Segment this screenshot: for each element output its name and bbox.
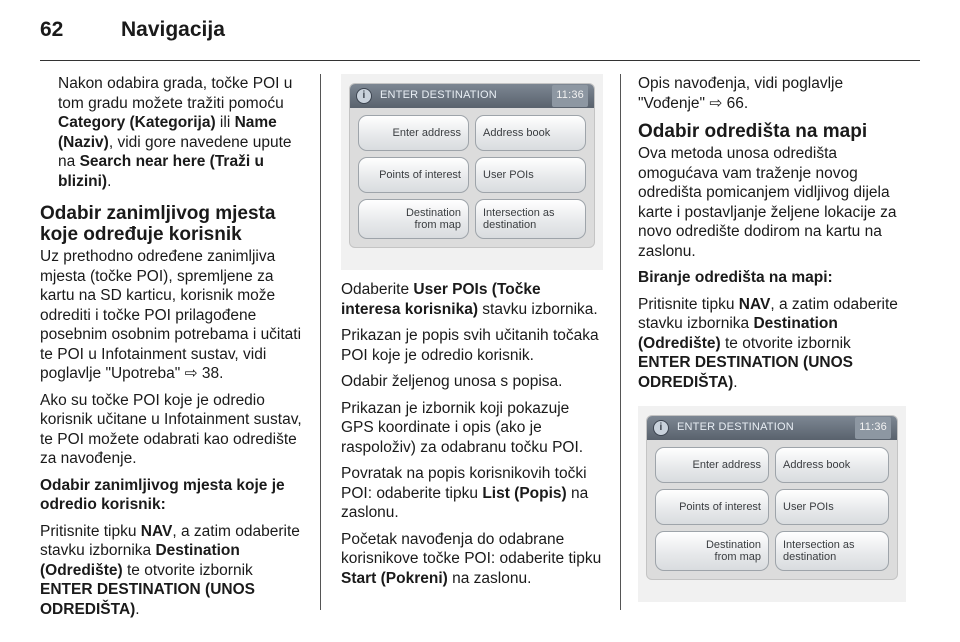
- subheading-map-destination: Biranje odredišta na mapi:: [638, 269, 833, 286]
- screen-title-2: ENTER DESTINATION: [677, 421, 794, 434]
- points-of-interest-button[interactable]: Points of interest: [358, 157, 469, 193]
- screen-image-1: [341, 74, 603, 270]
- intro-paragraph: Nakon odabira grada, točke POI u tom gradu možete tražiti pomoću Category (Kategorija) ili Name (Naziv), vidi gore navedene upute na Search near here (Traži u blizini).: [58, 75, 293, 190]
- screen-clock-2: 11:36: [855, 417, 891, 439]
- screen-title: ENTER DESTINATION: [380, 89, 497, 102]
- column-3: [638, 74, 906, 602]
- enter-destination-screen: [349, 83, 595, 248]
- screen-button-grid-2: [647, 440, 897, 579]
- page-number: 62: [40, 18, 64, 41]
- paragraph-loaded-poi: Ako su točke POI koje je odredio korisnik učitane u Infotainment sustav, te POI možete odabrati kao odredište za navođenje.: [40, 391, 302, 467]
- destination-from-map-button-2[interactable]: Destination from map: [655, 531, 769, 571]
- section-heading-map-destination: Odabir odredišta na mapi: [638, 121, 868, 142]
- paragraph-map-method: Ova metoda unosa odredišta omogućava vam traženje novog odredišta pomicanjem vidljivog dijela karte i postavljanje željene lokacije za novo odredište dodirom na kartu na zaslonu.: [638, 145, 897, 260]
- paragraph-select-entry: Odabir željenog unosa s popisa.: [341, 373, 563, 390]
- intersection-as-destination-button[interactable]: Intersection as destination: [475, 199, 586, 239]
- points-of-interest-button-2[interactable]: Points of interest: [655, 489, 769, 525]
- info-icon: i: [653, 420, 669, 436]
- address-book-button[interactable]: Address book: [475, 115, 586, 151]
- paragraph-return-list: Povratak na popis korisnikovih točki POI: odaberite tipku List (Popis) na zaslonu.: [341, 465, 589, 521]
- user-pois-button-2[interactable]: User POIs: [775, 489, 889, 525]
- paragraph-select-user-pois: Odaberite User POIs (Točke interesa korisnika) stavku izbornika.: [341, 281, 598, 318]
- paragraph-press-nav: Pritisnite tipku NAV, a zatim odaberite stavku izbornika Destination (Odredište) te otvorite izbornik ENTER DESTINATION (UNOS ODREDIŠTA).: [40, 522, 300, 618]
- destination-from-map-button[interactable]: Destination from map: [358, 199, 469, 239]
- column-divider-1: [320, 74, 321, 610]
- paragraph-list-shown: Prikazan je popis svih učitanih točaka POI koje je odredio korisnik.: [341, 327, 599, 364]
- screen-clock: 11:36: [552, 85, 588, 107]
- screen-button-grid: [350, 108, 594, 247]
- paragraph-user-poi: Uz prethodno određene zanimljiva mjesta (točke POI), spremljene za kartu na SD karticu, korisnik može odrediti i točke POI prilagođene posebnim osobnim potrebama i učitati te POI u Infotainment sustav, vidi poglavlje "Upotreba" ⇨ 38.: [40, 248, 302, 382]
- column-2: [341, 74, 603, 595]
- section-heading-user-poi: Odabir zanimljivog mjesta koje određuje korisnik: [40, 203, 276, 245]
- screen-title-bar: [350, 84, 594, 108]
- paragraph-press-nav-map: Pritisnite tipku NAV, a zatim odaberite stavku izbornika Destination (Odredište) te otvorite izbornik ENTER DESTINATION (UNOS ODREDIŠTA).: [638, 295, 898, 391]
- screen-image-2: [638, 406, 906, 602]
- paragraph-gps-menu: Prikazan je izbornik koji pokazuje GPS koordinate i opis (ako je raspoloživ) za odabranu točku POI.: [341, 399, 584, 456]
- page-header: [40, 16, 920, 60]
- paragraph-start-guidance: Početak navođenja do odabrane korisnikove točke POI: odaberite tipku Start (Pokreni) na zaslonu.: [341, 530, 602, 587]
- user-pois-button[interactable]: User POIs: [475, 157, 586, 193]
- subheading-user-poi: Odabir zanimljivog mjesta koje je odredio korisnik:: [40, 476, 285, 513]
- enter-address-button-2[interactable]: Enter address: [655, 447, 769, 483]
- info-icon: i: [356, 88, 372, 104]
- intersection-as-destination-button-2[interactable]: Intersection as destination: [775, 531, 889, 571]
- chapter-title: Navigacija: [121, 18, 225, 41]
- header-divider: [40, 60, 920, 61]
- address-book-button-2[interactable]: Address book: [775, 447, 889, 483]
- column-1: [40, 74, 302, 626]
- paragraph-guidance-ref: Opis navođenja, vidi poglavlje "Vođenje" ⇨ 66.: [638, 75, 844, 112]
- enter-address-button[interactable]: Enter address: [358, 115, 469, 151]
- enter-destination-screen-2: [646, 415, 898, 580]
- column-divider-2: [620, 74, 621, 610]
- screen-title-bar-2: [647, 416, 897, 440]
